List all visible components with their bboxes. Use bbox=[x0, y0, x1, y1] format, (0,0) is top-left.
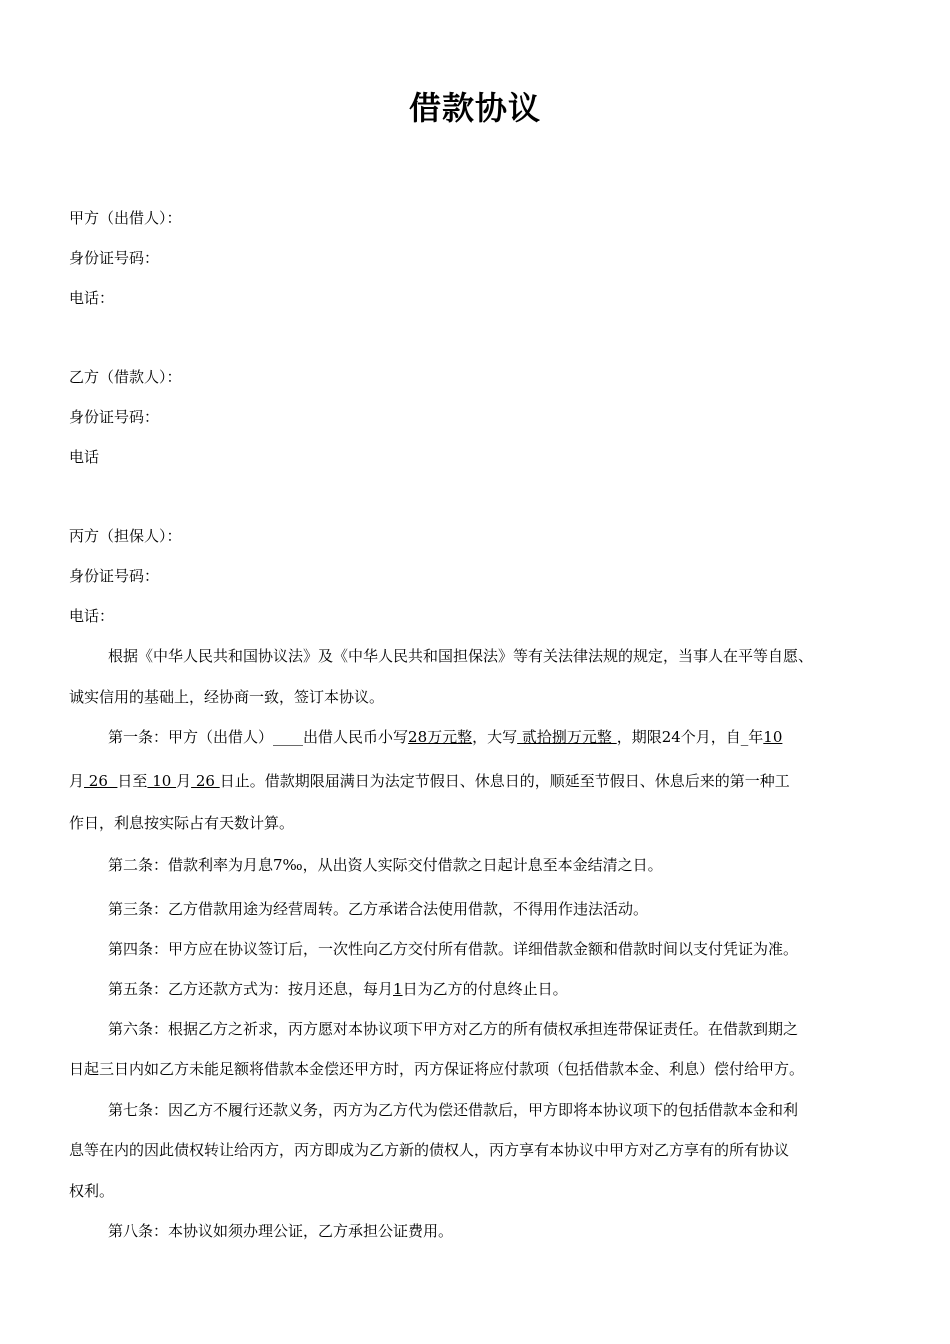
article-1-text-rest: 日止。借款期限届满日为法定节假日、休息日的，顺延至节假日、休息后来的第一种工 bbox=[219, 772, 790, 790]
article-1-text-to: 日至 bbox=[117, 772, 148, 790]
article-1-blank: ____ bbox=[273, 728, 304, 746]
article-1-line-3: 作日，利息按实际占有天数计算。 bbox=[69, 814, 295, 832]
article-5-text-a: 第五条：乙方还款方式为：按月还息，每月 bbox=[108, 980, 394, 998]
preamble-line-1: 根据《中华人民共和国协议法》及《中华人民共和国担保法》等有关法律法规的规定，当事人在平等自愿、 bbox=[108, 647, 814, 665]
party-b-id-label: 身份证号码： bbox=[69, 408, 160, 426]
end-day: 26 bbox=[191, 772, 220, 790]
article-1-text-b: 出借人民币小写 bbox=[303, 728, 409, 746]
article-1-text-c: ，大写 bbox=[472, 728, 518, 746]
article-8: 第八条：本协议如须办理公证，乙方承担公证费用。 bbox=[108, 1222, 454, 1240]
document-title: 借款协议 bbox=[408, 89, 541, 127]
party-a-phone-label: 电话： bbox=[69, 289, 115, 307]
article-7-line-1: 第七条：因乙方不履行还款义务，丙方为乙方代为偿还借款后，甲方即将本协议项下的包括借款本金和利 bbox=[108, 1101, 799, 1119]
loan-amount-small: 28万元整 bbox=[408, 728, 473, 746]
loan-amount-big: 贰拾捌万元整 bbox=[517, 728, 617, 746]
article-1-text-e: _年 bbox=[740, 728, 764, 746]
party-c-label: 丙方（担保人）： bbox=[69, 527, 182, 545]
party-b-phone-label: 电话 bbox=[69, 448, 100, 466]
article-1-text-a: 第一条：甲方（出借人） bbox=[108, 728, 274, 746]
article-1-text-month: 月 bbox=[69, 772, 85, 790]
end-month: 10 bbox=[147, 772, 177, 790]
party-a-label: 甲方（出借人）： bbox=[69, 209, 182, 227]
article-1-line-2 bbox=[69, 771, 790, 791]
party-c-phone-label: 电话： bbox=[69, 607, 115, 625]
article-6-line-1: 第六条：根据乙方之祈求，丙方愿对本协议项下甲方对乙方的所有债权承担连带保证责任。在借款到期之 bbox=[108, 1020, 799, 1038]
start-day: 26 bbox=[84, 772, 118, 790]
preamble-line-2: 诚实信用的基础上，经协商一致，签订本协议。 bbox=[69, 688, 385, 706]
article-3: 第三条：乙方借款用途为经营周转。乙方承诺合法使用借款，不得用作违法活动。 bbox=[108, 900, 649, 918]
party-c-id-label: 身份证号码： bbox=[69, 567, 160, 585]
article-5-text-b: 日为乙方的付息终止日。 bbox=[402, 980, 568, 998]
article-7-line-3: 权利。 bbox=[69, 1182, 115, 1200]
article-1-text-d: ，期限24个月，自 bbox=[616, 728, 741, 746]
article-2: 第二条：借款利率为月息7‰，从出资人实际交付借款之日起计息至本金结清之日。 bbox=[108, 856, 663, 874]
article-1-text-month-2: 月 bbox=[176, 772, 192, 790]
party-b-label: 乙方（借款人）： bbox=[69, 368, 182, 386]
article-6-line-2: 日起三日内如乙方未能足额将借款本金偿还甲方时，丙方保证将应付款项（包括借款本金、利息）偿付给甲方。 bbox=[69, 1060, 805, 1078]
article-7-line-2: 息等在内的因此债权转让给丙方，丙方即成为乙方新的债权人，丙方享有本协议中甲方对乙方享有的所有协议 bbox=[69, 1141, 790, 1159]
party-a-id-label: 身份证号码： bbox=[69, 249, 160, 267]
interest-day: 1 bbox=[393, 980, 403, 998]
article-5 bbox=[108, 979, 568, 999]
article-4: 第四条：甲方应在协议签订后，一次性向乙方交付所有借款。详细借款金额和借款时间以支付凭证为准。 bbox=[108, 940, 799, 958]
article-1-line-1 bbox=[108, 727, 782, 747]
start-month: 10 bbox=[763, 728, 783, 746]
